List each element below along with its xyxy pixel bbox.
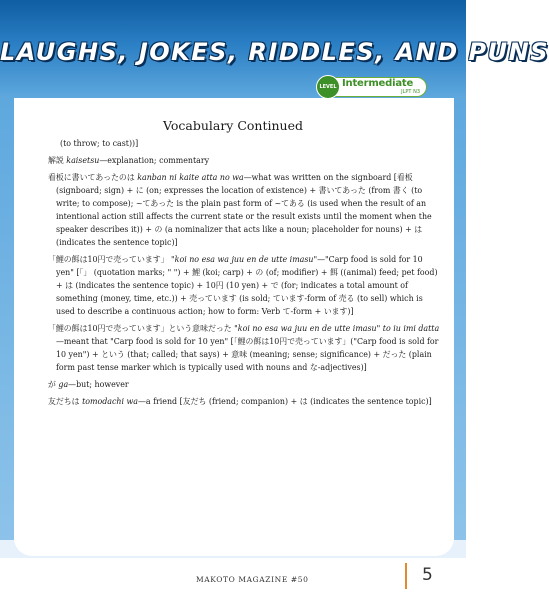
level-name: Intermediate xyxy=(342,78,414,89)
vocabulary-list xyxy=(48,138,440,413)
section-heading: Vocabulary Continued xyxy=(162,118,304,133)
footer-magazine: MAKOTO MAGAZINE #50 xyxy=(196,575,309,584)
vocab-entry: が ga—but; however xyxy=(48,379,129,389)
vocab-entry: 看板に書いてあったのは kanban ni kaite atta no wa—what was written on the signboard [看板 (signboard; sign) + に (on; expresses the location of existence) + 書いてあった (from 書く (to write; to compose); ~てあった is the plain past form of ~てある (is used when the result of an intentional action still affects the current state or the result exists until the moment when the speaker describes it)) + の (a nominalizer that acts like a noun; placeholder for nouns) + は (indicates the sentence topic)] xyxy=(48,173,432,247)
page-number: 5 xyxy=(422,565,433,585)
vocab-entry: 友だちは tomodachi wa—a friend [友だち (friend; companion) + は (indicates the sentence topic)] xyxy=(48,397,432,407)
vocab-entry: (to throw; to cast))] xyxy=(60,139,139,148)
frame-right xyxy=(454,98,466,558)
level-jlpt: JLPT N3 xyxy=(401,89,420,95)
level-circle-icon: LEVEL xyxy=(316,75,340,99)
frame-left xyxy=(0,98,14,558)
header-title: LAUGHS, JOKES, RIDDLES, AND PUNS xyxy=(0,38,549,66)
vocab-entry: 「鯉の餌は10円で売っています」 "koi no esa wa juu en de utte imasu"—"Carp food is sold for 10 yen" [「」 (quotation marks; " ") + 鯉 (koi; carp) + の (of; modifier) + 餌 ((animal) feed; pet food) + は (indicates the sentence topic) + 10円 (10 yen) + で (for; indicates a total amount of something (money, time, etc.)) + 売っています (is sold; ています-form of 売る (to sell) which is used to describe a continuous action; how to form: Verb て-form + います)] xyxy=(48,255,438,316)
vocab-entry: 解説 kaisetsu—explanation; commentary xyxy=(48,156,210,166)
level-badge xyxy=(319,77,427,97)
footer-divider xyxy=(405,563,407,589)
vocab-entry: 「鯉の餌は10円で売っています」という意味だった "koi no esa wa juu en de utte imasu" to iu imi datta—meant that "Carp food is sold for 10 yen" [「鯉の餌は10円で売っています」("Carp food is sold for 10 yen") + という (that; called; that says) + 意味 (meaning; sense; significance) + だった (plain form past tense marker which is typically used with nouns and な-adjectives)] xyxy=(48,323,440,372)
